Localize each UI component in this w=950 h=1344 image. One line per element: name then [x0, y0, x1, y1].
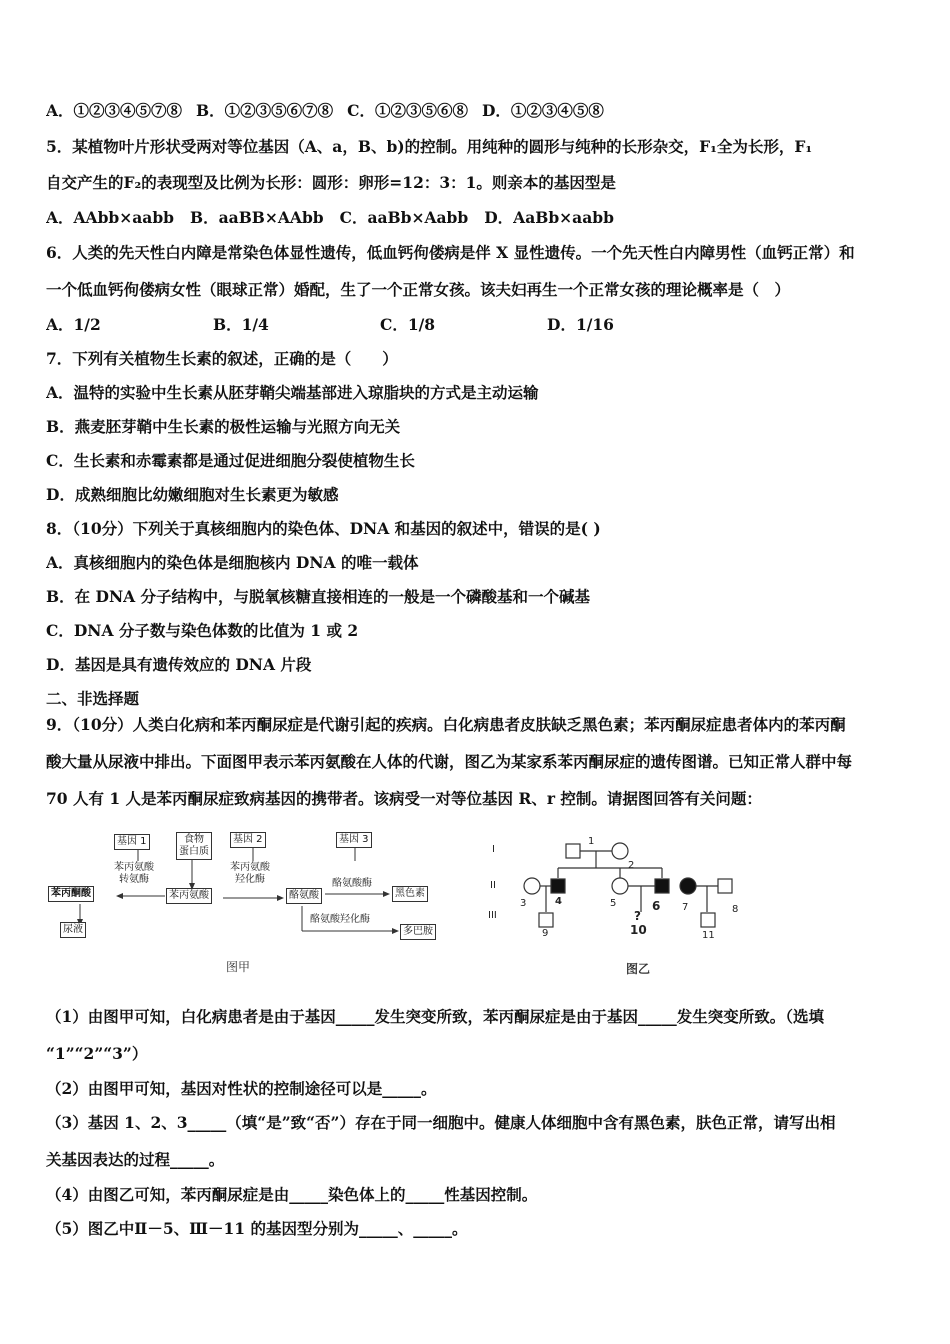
q6-stem-line1: 6．人类的先天性白内障是常染色体显性遗传，低血钙佝偻病是伴 X 显性遗传。一个先天性白内障男性（血钙正常）和 [46, 243, 855, 262]
pedigree-num-11: 11 [702, 930, 715, 941]
pedigree-III-11 [701, 913, 715, 927]
fig-urine: 尿液 [60, 922, 86, 938]
fig-enzyme-hydroxylase: 苯丙氨酸 羟化酶 [230, 862, 270, 885]
fig-enzyme-tyrosine-hydroxylase: 酪氨酸羟化酶 [310, 914, 370, 925]
pedigree-II-5 [612, 878, 628, 894]
gen-label-III: III [488, 910, 497, 921]
q7-stem: 7．下列有关植物生长素的叙述，正确的是（ ） [46, 349, 398, 368]
fig-phenylpyruvic-acid: 苯丙酮酸 [48, 886, 94, 902]
pedigree-II-8 [718, 879, 732, 893]
q8-option-d: D．基因是具有遗传效应的 DNA 片段 [46, 655, 312, 674]
pedigree-III-9 [539, 913, 553, 927]
q9-sub3-line1: （3）基因 1、2、3_____（填“是”致“否”）存在于同一细胞中。健康人体细胞中含有黑色素，肤色正常，请写出相 [46, 1113, 836, 1132]
pedigree-num-5: 5 [610, 898, 617, 909]
q8-option-a: A．真核细胞内的染色体是细胞核内 DNA 的唯一载体 [46, 553, 419, 572]
q8-option-c: C．DNA 分子数与染色体数的比值为 1 或 2 [46, 621, 359, 640]
figure-yi-caption: 图乙 [626, 962, 651, 976]
figure-yi [470, 826, 760, 986]
q8-option-b: B．在 DNA 分子结构中，与脱氧核糖直接相连的一般是一个磷酸基和一个碱基 [46, 587, 591, 606]
q5-options [46, 208, 908, 228]
q4-option-b: B．①②③⑤⑥⑦⑧ [196, 101, 334, 120]
pedigree-II-4 [551, 879, 565, 893]
q7-option-a: A．温特的实验中生长素从胚芽鞘尖端基部进入琼脂块的方式是主动运输 [46, 383, 539, 402]
fig-enzyme-transaminase: 苯丙氨酸 转氨酶 [114, 862, 154, 885]
pedigree-num-2: 2 [628, 860, 635, 871]
q6-option-a: A．1/2 [46, 315, 101, 334]
pedigree-num-4: 4 [555, 896, 562, 907]
pedigree-II-3 [524, 878, 540, 894]
q4-options [46, 101, 908, 121]
fig-food: 食物 蛋白质 [176, 832, 212, 860]
fig-gene3: 基因 3 [336, 832, 372, 848]
gen-label-I: I [492, 844, 495, 855]
q9-figures [40, 826, 760, 986]
pedigree-I-1 [566, 844, 580, 858]
q4-option-a: A．①②③④⑤⑦⑧ [46, 101, 183, 120]
fig-phenylalanine: 苯丙氨酸 [166, 888, 212, 904]
q9-sub3-line2: 关基因表达的过程_____。 [46, 1150, 225, 1169]
q6-option-d: D．1/16 [547, 315, 614, 334]
q5-option-c: C．aaBb×Aabb [339, 208, 469, 227]
q6-options [46, 315, 908, 335]
q9-sub1-line1: （1）由图甲可知，白化病患者是由于基因_____发生突变所致，苯丙酮尿症是由于基因_____发生突变所致。（选填 [46, 1007, 825, 1026]
pedigree-num-6: 6 [652, 899, 661, 913]
pedigree-num-9: 9 [542, 928, 549, 939]
q5-stem-line1: 5．某植物叶片形状受两对等位基因（A、a，B、b)的控制。用纯种的圆形与纯种的长形杂交，F₁全为长形，F₁ [46, 137, 813, 156]
pedigree-question-mark: ? [634, 909, 641, 923]
fig-enzyme-tyrosinase: 酪氨酸酶 [332, 878, 372, 889]
q9-sub2: （2）由图甲可知，基因对性状的控制途径可以是_____。 [46, 1079, 437, 1098]
pedigree-II-7 [680, 878, 696, 894]
pedigree-num-3: 3 [520, 898, 527, 909]
q8-stem: 8．（10分）下列关于真核细胞内的染色体、DNA 和基因的叙述中，错误的是( ) [46, 519, 601, 538]
q4-option-d: D．①②③④⑤⑧ [481, 101, 604, 120]
q5-option-d: D．AaBb×aabb [484, 208, 614, 227]
q9-stem-line2: 酸大量从尿液中排出。下面图甲表示苯丙氨酸在人体的代谢，图乙为某家系苯丙酮尿症的遗传图谱。已知正常人群中每 [46, 752, 853, 771]
figure-jia-caption: 图甲 [226, 960, 251, 974]
fig-gene1: 基因 1 [114, 834, 150, 850]
q5-stem-line2: 自交产生的F₂的表现型及比例为长形：圆形：卵形=12：3：1。则亲本的基因型是 [46, 173, 616, 192]
pedigree-II-6 [655, 879, 669, 893]
fig-gene2: 基因 2 [230, 832, 266, 848]
section-title: 二、非选择题 [46, 689, 140, 708]
q6-stem-line2: 一个低血钙佝偻病女性（眼球正常）婚配，生了一个正常女孩。该夫妇再生一个正常女孩的理论概率是（ ） [46, 280, 791, 299]
q9-stem-line1: 9．（10分）人类白化病和苯丙酮尿症是代谢引起的疾病。白化病患者皮肤缺乏黑色素；苯丙酮尿症患者体内的苯丙酮 [46, 715, 846, 734]
q5-option-a: A．AAbb×aabb [46, 208, 175, 227]
q9-sub4: （4）由图乙可知，苯丙酮尿症是由_____染色体上的_____性基因控制。 [46, 1185, 538, 1204]
q7-option-c: C．生长素和赤霉素都是通过促进细胞分裂使植物生长 [46, 451, 415, 470]
q9-sub5: （5）图乙中Ⅱ－5、Ⅲ－11 的基因型分别为_____、_____。 [46, 1219, 468, 1238]
q4-option-c: C．①②③⑤⑥⑧ [347, 101, 468, 120]
pedigree-num-10: 10 [630, 923, 647, 937]
gen-label-II: II [490, 880, 496, 891]
fig-melanin: 黑色素 [392, 886, 428, 902]
q6-option-b: B．1/4 [213, 315, 269, 334]
pedigree-I-2 [612, 843, 628, 859]
fig-tyrosine: 酪氨酸 [286, 888, 322, 904]
pedigree-num-7: 7 [682, 902, 689, 913]
figure-jia [40, 826, 460, 986]
q7-option-d: D．成熟细胞比幼嫩细胞对生长素更为敏感 [46, 485, 339, 504]
pedigree-num-8: 8 [732, 904, 739, 915]
q5-option-b: B．aaBB×AAbb [190, 208, 324, 227]
q7-option-b: B．燕麦胚芽鞘中生长素的极性运输与光照方向无关 [46, 417, 401, 436]
q6-option-c: C．1/8 [380, 315, 436, 334]
figure-yi-pedigree [470, 826, 760, 946]
q9-sub1-line2: “1”“2”“3”） [46, 1044, 148, 1063]
fig-dopamine: 多巴胺 [400, 924, 436, 940]
q9-stem-line3: 70 人有 1 人是苯丙酮尿症致病基因的携带者。该病受一对等位基因 R、r 控制。请据图回答有关问题： [46, 789, 762, 808]
pedigree-num-1: 1 [588, 836, 595, 847]
